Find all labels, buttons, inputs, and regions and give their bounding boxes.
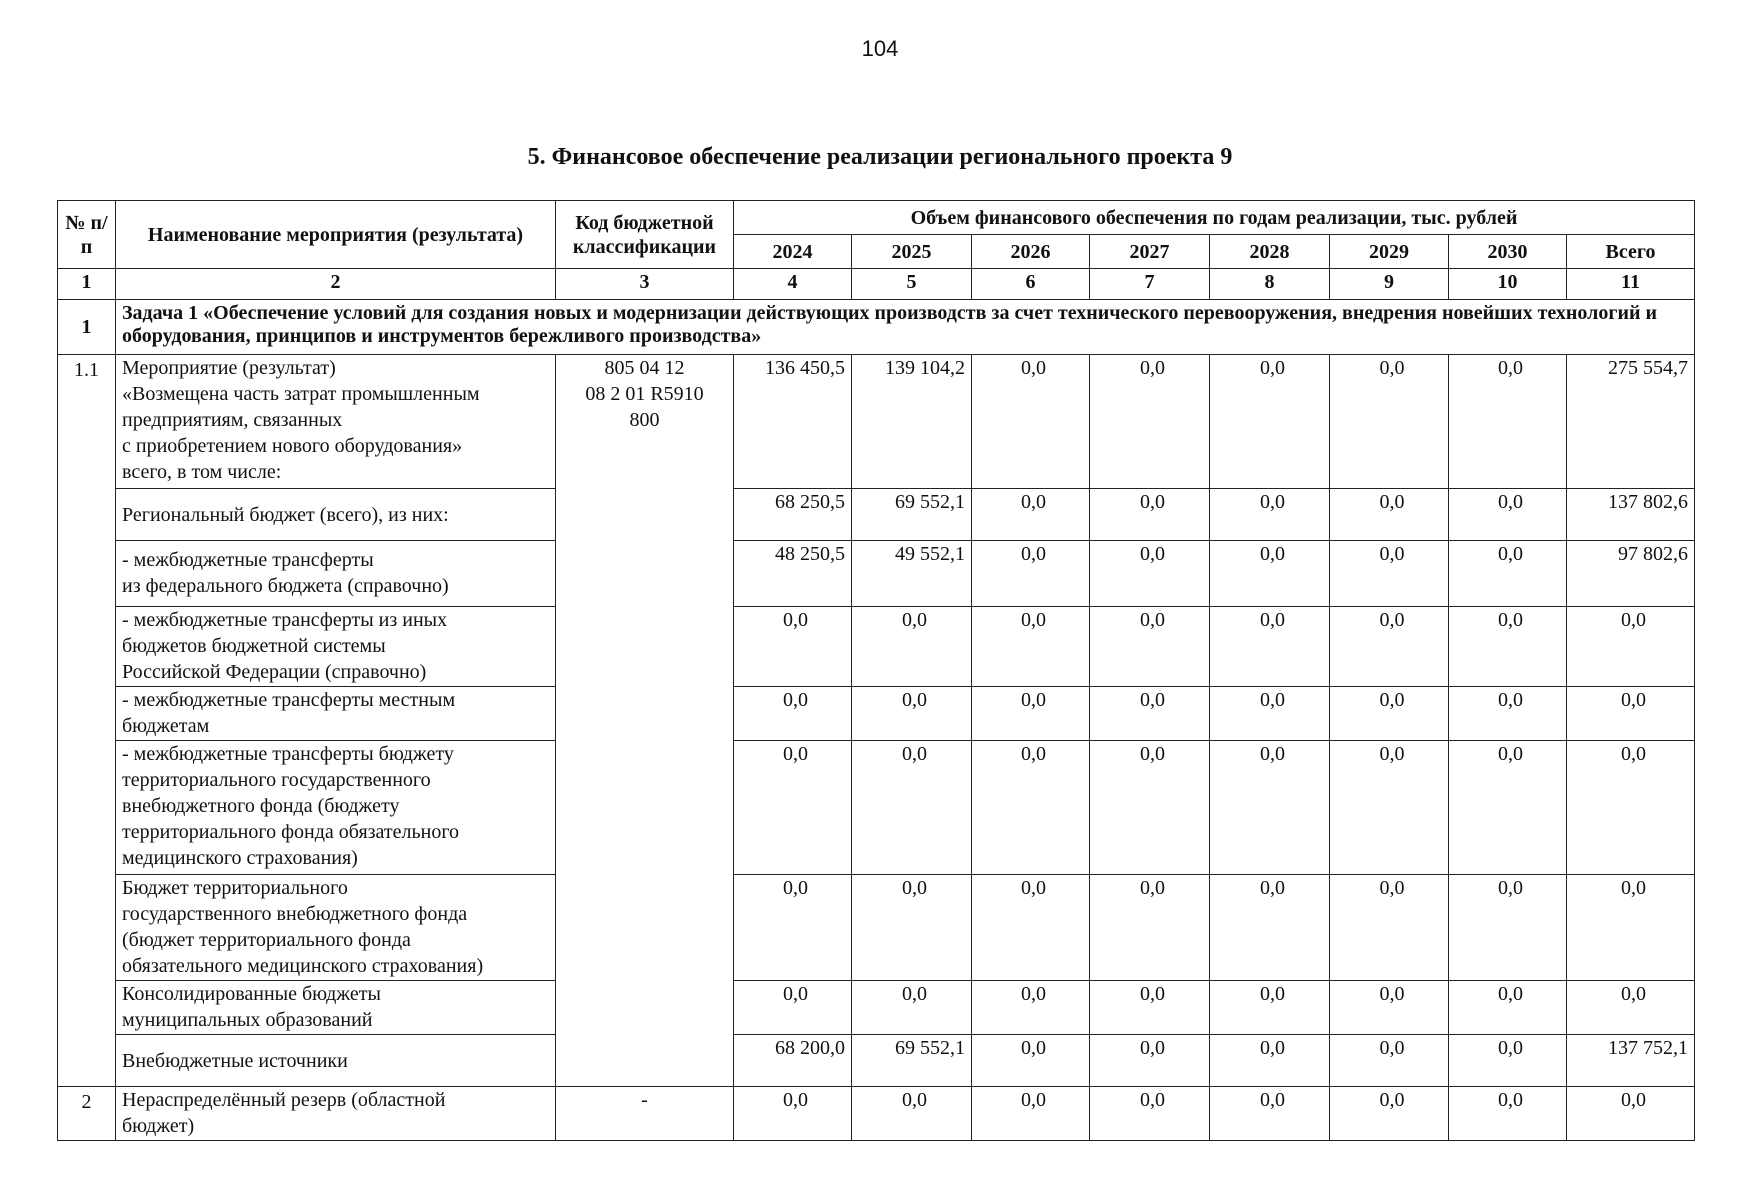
value-cell: 0,0 <box>1210 1035 1330 1087</box>
value-cell: 0,0 <box>734 981 852 1035</box>
column-number: 9 <box>1330 269 1449 300</box>
value-cell: 0,0 <box>1090 1035 1210 1087</box>
value-cell: 0,0 <box>852 981 972 1035</box>
table-row <box>58 489 1695 541</box>
column-number: 1 <box>58 269 116 300</box>
value-cell: 0,0 <box>1210 489 1330 541</box>
label-line: Российской Федерации (справочно) <box>122 661 427 683</box>
budget-code-line: 800 <box>629 409 660 431</box>
table-row <box>58 1035 1695 1087</box>
label-line: Консолидированные бюджеты <box>122 983 381 1005</box>
label-line: - межбюджетные трансферты <box>122 549 374 571</box>
table-row <box>58 355 1695 489</box>
item-label: Внебюджетные источники <box>116 1035 556 1087</box>
label-line: Бюджет территориального <box>122 877 348 899</box>
label-line: с приобретением нового оборудования» <box>122 435 463 457</box>
value-cell: 0,0 <box>1330 741 1449 875</box>
column-number: 4 <box>734 269 852 300</box>
table-row <box>58 981 1695 1035</box>
label-line: - межбюджетные трансферты местным <box>122 689 456 711</box>
value-cell: 0,0 <box>972 741 1090 875</box>
value-cell: 0,0 <box>734 607 852 687</box>
budget-code <box>556 355 734 1087</box>
value-cell: 0,0 <box>1210 355 1330 489</box>
value-cell: 0,0 <box>852 741 972 875</box>
value-cell: 139 104,2 <box>852 355 972 489</box>
task-row <box>58 300 1695 355</box>
header-year: 2027 <box>1090 235 1210 269</box>
value-cell: 0,0 <box>972 875 1090 981</box>
value-cell: 0,0 <box>1210 981 1330 1035</box>
value-cell: 0,0 <box>1567 875 1695 981</box>
column-number: 5 <box>852 269 972 300</box>
item-label <box>116 981 556 1035</box>
value-cell: 0,0 <box>1567 981 1695 1035</box>
value-cell: 0,0 <box>1090 687 1210 741</box>
value-cell: 69 552,1 <box>852 489 972 541</box>
value-cell: 0,0 <box>1210 741 1330 875</box>
item-label <box>116 875 556 981</box>
column-number: 2 <box>116 269 556 300</box>
value-cell: 0,0 <box>1449 1087 1567 1141</box>
table-row <box>58 607 1695 687</box>
column-number: 3 <box>556 269 734 300</box>
value-cell: 0,0 <box>1090 541 1210 607</box>
label-line: бюджетов бюджетной системы <box>122 635 386 657</box>
label-line: Нераспределённый резерв (областной <box>122 1089 446 1111</box>
value-cell: 0,0 <box>1210 1087 1330 1141</box>
header-year: 2028 <box>1210 235 1330 269</box>
value-cell: 0,0 <box>972 1087 1090 1141</box>
financing-table <box>57 200 1695 1141</box>
value-cell: 0,0 <box>972 541 1090 607</box>
header-num: № п/п <box>58 201 116 269</box>
budget-code-line: 08 2 01 R5910 <box>585 383 704 405</box>
reserve-code: - <box>556 1087 734 1141</box>
value-cell: 0,0 <box>1449 687 1567 741</box>
value-cell: 0,0 <box>1449 355 1567 489</box>
label-line: предприятиям, связанных <box>122 409 343 431</box>
item-label <box>116 687 556 741</box>
value-cell: 68 250,5 <box>734 489 852 541</box>
table-row <box>58 541 1695 607</box>
label-line: - межбюджетные трансферты из иных <box>122 609 448 631</box>
header-code: Код бюджетной классификации <box>556 201 734 269</box>
value-cell: 0,0 <box>972 607 1090 687</box>
item-label: Региональный бюджет (всего), из них: <box>116 489 556 541</box>
column-number: 7 <box>1090 269 1210 300</box>
value-cell: 0,0 <box>1449 741 1567 875</box>
value-cell: 0,0 <box>1330 875 1449 981</box>
label-line: «Возмещена часть затрат промышленным <box>122 383 480 405</box>
value-cell: 0,0 <box>1330 687 1449 741</box>
label-line: внебюджетного фонда (бюджету <box>122 795 400 817</box>
label-line: территориального фонда обязательного <box>122 821 460 843</box>
header-name: Наименование мероприятия (результата) <box>116 201 556 269</box>
value-cell: 0,0 <box>852 607 972 687</box>
label-line: из федерального бюджета (справочно) <box>122 575 449 597</box>
value-cell: 0,0 <box>1330 981 1449 1035</box>
label-line: муниципальных образований <box>122 1009 373 1031</box>
value-cell: 0,0 <box>1090 1087 1210 1141</box>
value-cell: 0,0 <box>1090 741 1210 875</box>
value-cell: 48 250,5 <box>734 541 852 607</box>
value-cell: 0,0 <box>1567 741 1695 875</box>
value-cell: 68 200,0 <box>734 1035 852 1087</box>
value-cell: 0,0 <box>1330 489 1449 541</box>
page-title: 5. Финансовое обеспечение реализации регионального проекта 9 <box>527 144 1233 170</box>
value-cell: 0,0 <box>1567 607 1695 687</box>
column-number-row <box>58 269 1695 300</box>
label-line: бюджет) <box>122 1115 195 1137</box>
value-cell: 0,0 <box>1330 1087 1449 1141</box>
reserve-row <box>58 1087 1695 1141</box>
item-label <box>116 741 556 875</box>
value-cell: 49 552,1 <box>852 541 972 607</box>
value-cell: 0,0 <box>1449 541 1567 607</box>
header-volume: Объем финансового обеспечения по годам реализации, тыс. рублей <box>734 201 1695 235</box>
label-line: - межбюджетные трансферты бюджету <box>122 743 454 765</box>
value-cell: 275 554,7 <box>1567 355 1695 489</box>
item-label <box>116 355 556 489</box>
item-label <box>116 541 556 607</box>
value-cell: 0,0 <box>1090 981 1210 1035</box>
label-line: Мероприятие (результат) <box>122 357 336 379</box>
value-cell: 0,0 <box>852 875 972 981</box>
header-year: 2029 <box>1330 235 1449 269</box>
value-cell: 0,0 <box>1210 875 1330 981</box>
table-row <box>58 741 1695 875</box>
label-line: (бюджет территориального фонда <box>122 929 411 951</box>
value-cell: 69 552,1 <box>852 1035 972 1087</box>
value-cell: 0,0 <box>1210 541 1330 607</box>
value-cell: 0,0 <box>972 1035 1090 1087</box>
value-cell: 0,0 <box>1090 875 1210 981</box>
value-cell: 0,0 <box>734 741 852 875</box>
table-row <box>58 875 1695 981</box>
reserve-label <box>116 1087 556 1141</box>
task-text: Задача 1 «Обеспечение условий для создания новых и модернизации действующих производств за счет технического перевооружения, внедрения новейших технологий и оборудования, принципов и инструментов бережливого производства» <box>116 300 1695 355</box>
value-cell: 0,0 <box>734 875 852 981</box>
column-number: 8 <box>1210 269 1330 300</box>
value-cell: 0,0 <box>734 687 852 741</box>
value-cell: 136 450,5 <box>734 355 852 489</box>
value-cell: 0,0 <box>1449 1035 1567 1087</box>
value-cell: 137 752,1 <box>1567 1035 1695 1087</box>
label-line: обязательного медицинского страхования) <box>122 955 484 977</box>
value-cell: 97 802,6 <box>1567 541 1695 607</box>
label-line: государственного внебюджетного фонда <box>122 903 468 925</box>
value-cell: 0,0 <box>1449 489 1567 541</box>
value-cell: 0,0 <box>1449 607 1567 687</box>
header-year: 2025 <box>852 235 972 269</box>
label-line: бюджетам <box>122 715 210 737</box>
table-row <box>58 687 1695 741</box>
budget-code-line: 805 04 12 <box>604 357 685 379</box>
value-cell: 0,0 <box>972 355 1090 489</box>
label-line: территориального государственного <box>122 769 431 791</box>
header-year: 2026 <box>972 235 1090 269</box>
value-cell: 0,0 <box>1449 875 1567 981</box>
column-number: 11 <box>1567 269 1695 300</box>
value-cell: 0,0 <box>972 981 1090 1035</box>
value-cell: 0,0 <box>1330 355 1449 489</box>
value-cell: 0,0 <box>1567 1087 1695 1141</box>
label-line: всего, в том числе: <box>122 461 282 483</box>
label-line: медицинского страхования) <box>122 847 358 869</box>
task-number: 1 <box>58 300 116 355</box>
header-year: 2024 <box>734 235 852 269</box>
value-cell: 0,0 <box>1090 489 1210 541</box>
value-cell: 0,0 <box>1090 607 1210 687</box>
item-number: 1.1 <box>58 355 116 1087</box>
value-cell: 0,0 <box>972 687 1090 741</box>
header-year: 2030 <box>1449 235 1567 269</box>
page-number: 104 <box>861 36 899 61</box>
value-cell: 0,0 <box>1330 541 1449 607</box>
value-cell: 0,0 <box>1210 687 1330 741</box>
value-cell: 0,0 <box>1449 981 1567 1035</box>
value-cell: 0,0 <box>852 687 972 741</box>
value-cell: 0,0 <box>1090 355 1210 489</box>
value-cell: 137 802,6 <box>1567 489 1695 541</box>
value-cell: 0,0 <box>1210 607 1330 687</box>
reserve-number: 2 <box>58 1087 116 1141</box>
value-cell: 0,0 <box>734 1087 852 1141</box>
value-cell: 0,0 <box>852 1087 972 1141</box>
value-cell: 0,0 <box>1330 607 1449 687</box>
header-total: Всего <box>1567 235 1695 269</box>
column-number: 10 <box>1449 269 1567 300</box>
value-cell: 0,0 <box>1567 687 1695 741</box>
item-label <box>116 607 556 687</box>
column-number: 6 <box>972 269 1090 300</box>
value-cell: 0,0 <box>1330 1035 1449 1087</box>
value-cell: 0,0 <box>972 489 1090 541</box>
